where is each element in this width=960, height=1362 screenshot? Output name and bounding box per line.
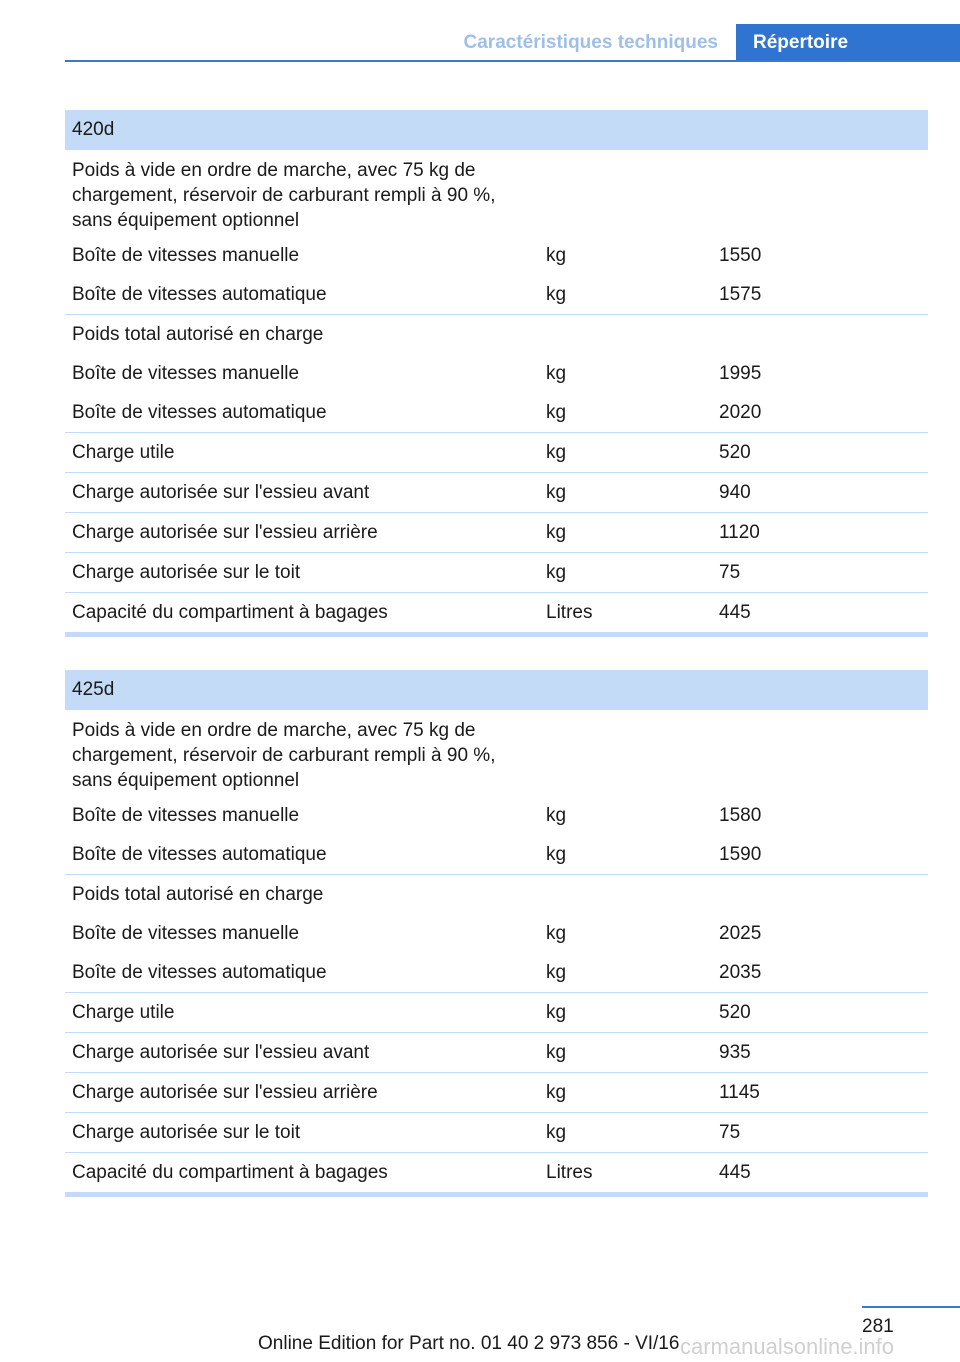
row-unit: kg xyxy=(546,522,567,543)
table-row xyxy=(65,914,928,953)
row-value: 445 xyxy=(719,602,751,623)
row-value: 1145 xyxy=(719,1082,760,1103)
row-unit: kg xyxy=(546,962,567,983)
table-bottom-rule xyxy=(65,1192,928,1197)
row-unit: kg xyxy=(546,1082,567,1103)
row-label: Capacité du compartiment à bagages xyxy=(72,602,388,623)
table-row xyxy=(65,953,928,992)
row-unit: Litres xyxy=(546,1162,593,1183)
table-row xyxy=(65,275,928,314)
row-unit: kg xyxy=(546,245,567,266)
page-number: 281 xyxy=(862,1316,894,1337)
row-label: Boîte de vitesses manuelle xyxy=(72,245,300,266)
row-label: Poids total autorisé en charge xyxy=(72,324,324,345)
row-label: Boîte de vitesses automatique xyxy=(72,402,327,423)
row-label: Charge utile xyxy=(72,442,175,463)
row-value: 1120 xyxy=(719,522,760,543)
table-row xyxy=(65,432,928,472)
row-unit: kg xyxy=(546,402,567,423)
header-divider xyxy=(65,60,960,62)
table-row xyxy=(65,992,928,1032)
table-row xyxy=(65,150,928,236)
table-bottom-rule xyxy=(65,632,928,637)
row-unit: Litres xyxy=(546,602,593,623)
table-row xyxy=(65,552,928,592)
row-value: 1590 xyxy=(719,844,762,865)
row-value: 445 xyxy=(719,1162,751,1183)
table-row xyxy=(65,512,928,552)
table-row xyxy=(65,314,928,354)
row-label: Poids à vide en ordre de marche, avec 75 kg de chargement, réservoir de carburant rempli à 90 %, sans équipement optionnel xyxy=(72,160,496,231)
row-label: Boîte de vitesses automatique xyxy=(72,284,327,305)
row-label: Charge autorisée sur le toit xyxy=(72,1122,301,1143)
spec-table-420d xyxy=(65,110,928,637)
row-label: Boîte de vitesses automatique xyxy=(72,844,327,865)
table-row xyxy=(65,592,928,632)
table-row xyxy=(65,1112,928,1152)
row-value: 1580 xyxy=(719,805,762,826)
row-unit: kg xyxy=(546,1002,567,1023)
row-label: Charge autorisée sur l'essieu arrière xyxy=(72,1082,378,1103)
row-value: 2025 xyxy=(719,923,762,944)
row-label: Capacité du compartiment à bagages xyxy=(72,1162,388,1183)
row-label: Charge autorisée sur l'essieu arrière xyxy=(72,522,378,543)
row-unit: kg xyxy=(546,1042,567,1063)
row-unit: kg xyxy=(546,562,567,583)
table-row xyxy=(65,393,928,432)
row-value: 935 xyxy=(719,1042,751,1063)
row-unit: kg xyxy=(546,805,567,826)
table-row xyxy=(65,354,928,393)
row-value: 940 xyxy=(719,482,751,503)
row-unit: kg xyxy=(546,442,567,463)
edition-footer: Online Edition for Part no. 01 40 2 973 856 - VI/16 xyxy=(258,1333,680,1354)
row-unit: kg xyxy=(546,284,567,305)
table-row xyxy=(65,236,928,275)
table-title: 420d xyxy=(65,110,928,150)
page-header xyxy=(65,24,960,62)
row-label: Boîte de vitesses manuelle xyxy=(72,363,300,384)
row-unit: kg xyxy=(546,844,567,865)
row-label: Poids total autorisé en charge xyxy=(72,884,324,905)
watermark: carmanualsonline.info xyxy=(680,1334,895,1359)
row-value: 1995 xyxy=(719,363,762,384)
row-label: Boîte de vitesses manuelle xyxy=(72,805,300,826)
row-unit: kg xyxy=(546,482,567,503)
row-unit: kg xyxy=(546,363,567,384)
row-value: 75 xyxy=(719,1122,741,1143)
spec-table-425d xyxy=(65,670,928,1197)
row-unit: kg xyxy=(546,1122,567,1143)
row-label: Charge autorisée sur l'essieu avant xyxy=(72,482,370,503)
table-row xyxy=(65,710,928,796)
row-label: Poids à vide en ordre de marche, avec 75 kg de chargement, réservoir de carburant rempli à 90 %, sans équipement optionnel xyxy=(72,720,496,791)
table-row xyxy=(65,472,928,512)
row-value: 2035 xyxy=(719,962,762,983)
table-row xyxy=(65,835,928,874)
row-value: 1575 xyxy=(719,284,762,305)
row-label: Charge autorisée sur l'essieu avant xyxy=(72,1042,370,1063)
row-value: 75 xyxy=(719,562,741,583)
section-tab-technical-data[interactable]: Caractéristiques techniques xyxy=(463,32,718,53)
table-row xyxy=(65,1032,928,1072)
table-row xyxy=(65,1152,928,1192)
row-value: 520 xyxy=(719,442,751,463)
section-tab-index[interactable]: Répertoire xyxy=(736,24,960,62)
table-row xyxy=(65,796,928,835)
page-number-rule xyxy=(862,1306,960,1308)
row-label: Charge autorisée sur le toit xyxy=(72,562,301,583)
row-value: 520 xyxy=(719,1002,751,1023)
row-value: 2020 xyxy=(719,402,762,423)
row-label: Charge utile xyxy=(72,1002,175,1023)
row-label: Boîte de vitesses automatique xyxy=(72,962,327,983)
row-unit: kg xyxy=(546,923,567,944)
row-value: 1550 xyxy=(719,245,762,266)
row-label: Boîte de vitesses manuelle xyxy=(72,923,300,944)
table-row xyxy=(65,1072,928,1112)
table-title: 425d xyxy=(65,670,928,710)
table-row xyxy=(65,874,928,914)
